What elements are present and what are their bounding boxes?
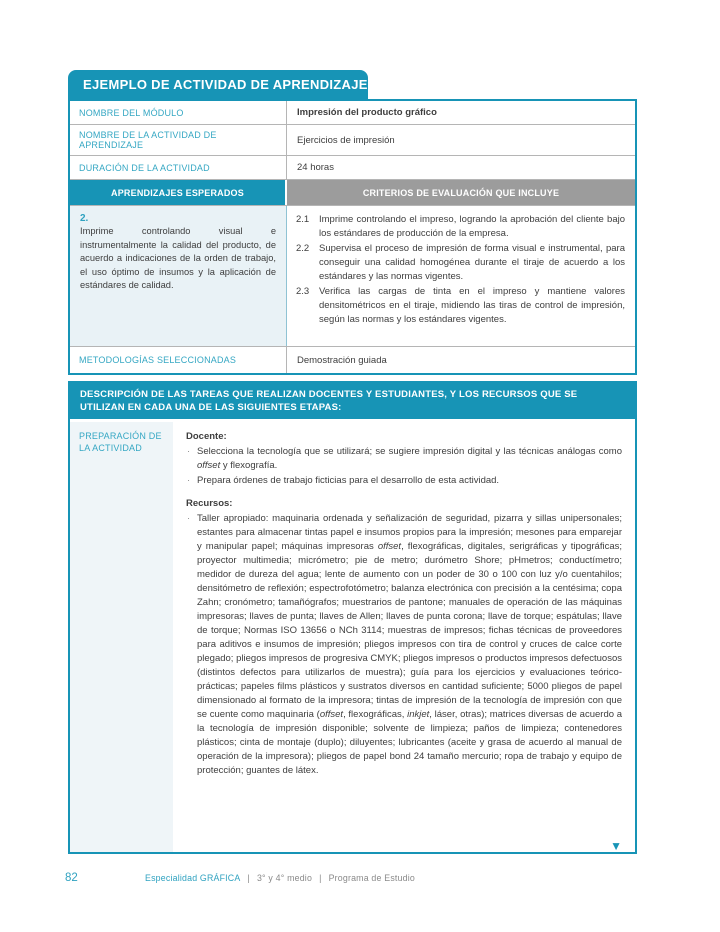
docente-bullet-text: Selecciona la tecnología que se utilizará; se sugiere impresión digital y las técnicas análogas como offset y flexografía.: [197, 446, 622, 471]
stage-content: [173, 422, 635, 852]
task-description-banner: DESCRIPCIÓN DE LAS TAREAS QUE REALIZAN DOCENTES Y ESTUDIANTES, Y LOS RECURSOS QUE SE UTILIZAN EN CADA UNA DE LAS SIGUIENTES ETAPAS:: [70, 383, 635, 422]
page-content: [68, 70, 637, 854]
criterion-number: 2.1: [296, 214, 310, 225]
table-row-module-name: [70, 101, 635, 125]
learning-outcome-number: 2.: [80, 213, 89, 224]
duration-label: DURACIÓN DE LA ACTIVIDAD: [70, 156, 287, 179]
table-header-row: [70, 180, 635, 206]
activity-name-label: NOMBRE DE LA ACTIVIDAD DE APRENDIZAJE: [70, 125, 287, 155]
task-description-section: [68, 381, 637, 854]
continuation-arrow-icon: ▼: [610, 839, 622, 853]
table-row-duration: [70, 156, 635, 180]
footer-meta: [145, 873, 415, 883]
criterion-text: Verifica las cargas de tinta en el impreso y mantiene valores densitométricos en el tiraje, midiendo las tiras de control de impresión, según las normas y los estándares vigentes.: [319, 286, 625, 325]
footer-separator: |: [247, 873, 250, 883]
recursos-heading: Recursos:: [186, 498, 233, 509]
bullet-icon: ·: [187, 475, 191, 486]
criterion-number: 2.2: [296, 243, 310, 254]
docente-bullet-text: Prepara órdenes de trabajo ficticias para el desarrollo de esta actividad.: [197, 475, 500, 486]
criterion-item: [296, 242, 625, 284]
activity-info-table: [68, 99, 637, 375]
criteria-list: [287, 206, 635, 346]
bullet-icon: ·: [187, 446, 191, 457]
methodology-value: Demostración guiada: [297, 354, 387, 366]
footer-program: Programa de Estudio: [328, 873, 416, 883]
page-footer: [65, 872, 415, 884]
bullet-icon: ·: [187, 513, 191, 524]
module-name-value: Impresión del producto gráfico: [297, 107, 437, 118]
activity-name-value: Ejercicios de impresión: [297, 134, 395, 146]
expected-learning-header: APRENDIZAJES ESPERADOS: [70, 180, 287, 205]
page-title: EJEMPLO DE ACTIVIDAD DE APRENDIZAJE: [83, 77, 368, 92]
table-row-activity-name: [70, 125, 635, 156]
criterion-item: [296, 285, 625, 327]
docente-heading: Docente:: [186, 431, 227, 442]
footer-specialty: Especialidad GRÁFICA: [145, 873, 241, 883]
learning-outcome-text: Imprime controlando visual e instrumentalmente la calidad del producto, de acuerdo a indicaciones de la orden de trabajo, el uso óptimo de insumos y la aplicación de estándares de calidad.: [80, 226, 276, 290]
learning-outcome-cell: [70, 206, 287, 346]
criterion-text: Imprime controlando el impreso, logrando la aprobación del cliente bajo los estándares de producción de la empresa.: [319, 214, 625, 239]
section-header-tab: [68, 70, 368, 99]
methodology-label: METODOLOGÍAS SELECCIONADAS: [70, 347, 287, 373]
recursos-bullet-text: Taller apropiado: maquinaria ordenada y señalización de seguridad, pizarra y sillas unipersonales; estantes para almacenar tintas papel e insumos propios para la impresión; mesones para emparejar y manipular papel; máquinas impresoras offset, flexográficas, digitales, serigráficas y tipográficas; proyector multimedia; micrómetro; pie de metro; durómetro Shore; pHmetros; conductímetro; medidor de dureza del agua; lente de aumento con un poder de 30 o 100 con luz y/o cuentahilos; densitómetro de reflexión; espectrofotómetro; balanza electrónica con precisión a la centésima; copa Zahn; cronómetro; tamañógrafos; muestrarios de pantone; manuales de operación de las máquinas impresoras; llaves de punta; llaves de Allen; llaves de punta corona; llave de torque; espátulas; llave de torque; Normas ISO 13656 o NCh 3114; muestras de impresos; fichas técnicas de proveedores para aditivos e insumos de impresión; pliegos impresos con tira de control y cruces de calce corte plegado; pliegos impresos de progresiva CMYK; pliegos impresos o productos impresos defectuosos (distintos defectos para utilizarlos de muestra); guía para los ejercicios y evaluaciones teórico-prácticas; papeles films plásticos y sustratos diversos en cantidad suficiente; 5000 pliegos de papel dimensionado al formato de la impresora; tintas de impresión de la tecnología de impresión con que se cuente como maquinaria (offset, flexográficas, inkjet, láser, otras); matrices diversas de acuerdo a la tecnología de impresión disponible; solvente de limpieza; paños de limpieza; contenedores plásticos; cinta de montaje (duplo); diluyentes; lubricantes (aceite y grasa de acuerdo al manual de operación de la impresora); pliegos de papel bond 24 tamaño mercurio; ropa de trabajo y equipo de protección; guantes de látex.: [197, 513, 623, 776]
preparation-stage-row: [70, 422, 635, 852]
list-item: [186, 512, 622, 778]
recursos-bullet-list: [186, 512, 622, 778]
stage-label: PREPARACIÓN DE LA ACTIVIDAD: [70, 422, 173, 852]
duration-value: 24 horas: [297, 162, 334, 173]
methodology-row: [70, 347, 635, 373]
criterion-number: 2.3: [296, 286, 310, 297]
footer-grade: 3° y 4° medio: [256, 873, 313, 883]
criterion-text: Supervisa el proceso de impresión de forma visual e instrumental, para conseguir una calidad homogénea durante el tiraje de acuerdo a los estándares y las normas vigentes.: [319, 243, 625, 282]
evaluation-criteria-header: CRITERIOS DE EVALUACIÓN QUE INCLUYE: [287, 180, 635, 205]
list-item: [186, 474, 622, 488]
list-item: [186, 445, 622, 473]
footer-separator: |: [319, 873, 322, 883]
docente-bullet-list: [186, 445, 622, 488]
module-name-label: NOMBRE DEL MÓDULO: [70, 101, 287, 124]
learning-outcome-row: [70, 206, 635, 347]
page-number: 82: [65, 872, 78, 884]
criterion-item: [296, 213, 625, 241]
